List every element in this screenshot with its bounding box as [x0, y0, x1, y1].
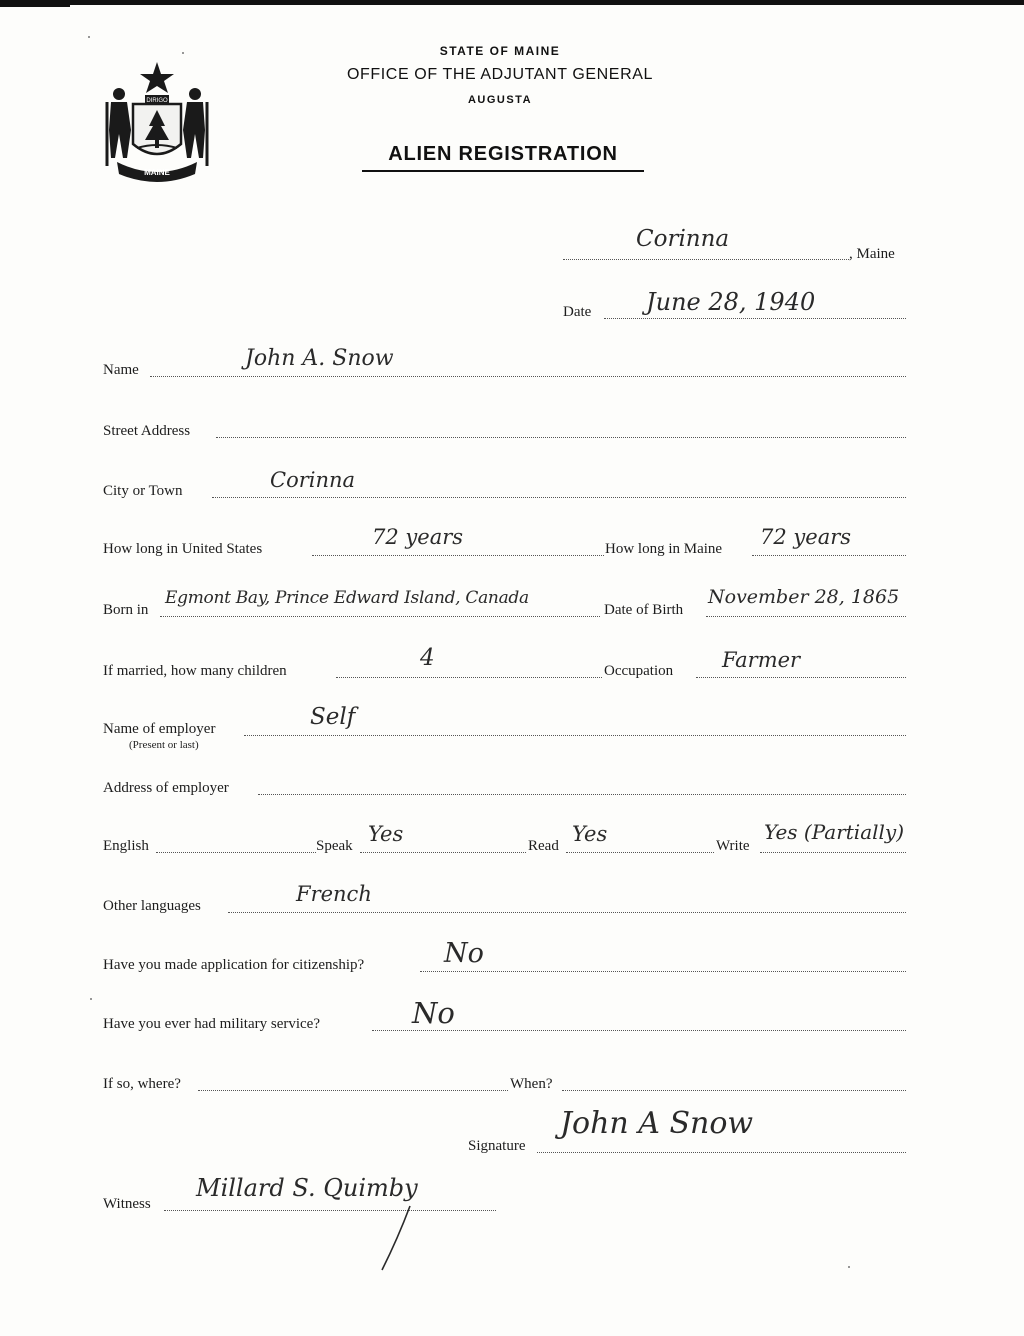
when-line[interactable]	[562, 1090, 906, 1091]
speak-label: Speak	[316, 838, 353, 854]
seal-banner: MAINE	[144, 168, 170, 177]
name-line	[150, 376, 906, 377]
write-value[interactable]: Yes (Partially)	[764, 820, 905, 844]
read-value[interactable]: Yes	[572, 822, 608, 846]
other-languages-label: Other languages	[103, 898, 201, 914]
place-line	[563, 259, 849, 260]
date-label: Date	[563, 304, 592, 320]
dob-line	[706, 616, 906, 617]
name-value[interactable]: John A. Snow	[245, 346, 394, 371]
employer-line	[244, 735, 906, 736]
maine-duration-line	[752, 555, 906, 556]
us-duration-line	[312, 555, 604, 556]
scan-speck	[848, 1266, 850, 1268]
city-heading: AUGUSTA	[467, 94, 533, 106]
office-heading: OFFICE OF THE ADJUTANT GENERAL	[346, 66, 654, 83]
scan-speck	[182, 52, 184, 54]
english-line	[156, 852, 316, 853]
us-duration-value[interactable]: 72 years	[372, 525, 464, 549]
signature-line	[537, 1152, 906, 1153]
state-heading: STATE OF MAINE	[439, 44, 561, 58]
occupation-value[interactable]: Farmer	[722, 648, 801, 672]
read-label: Read	[528, 838, 559, 854]
street-label: Street Address	[103, 423, 191, 439]
where-line[interactable]	[198, 1090, 508, 1091]
date-value[interactable]: June 28, 1940	[646, 288, 816, 316]
military-label: Have you ever had military service?	[103, 1016, 320, 1032]
dob-label: Date of Birth	[604, 602, 684, 618]
speak-line	[360, 852, 526, 853]
scan-speck	[88, 36, 90, 38]
born-in-value[interactable]: Egmont Bay, Prince Edward Island, Canada	[165, 588, 529, 608]
other-languages-value[interactable]: French	[296, 882, 372, 906]
witness-label: Witness	[103, 1196, 151, 1212]
employer-label: Name of employer	[103, 721, 216, 737]
born-in-line	[160, 616, 600, 617]
witness-value[interactable]: Millard S. Quimby	[196, 1174, 418, 1202]
maine-duration-value[interactable]: 72 years	[760, 525, 852, 549]
date-line	[604, 318, 906, 319]
scan-border-tab	[0, 0, 70, 7]
maine-state-seal	[103, 58, 211, 182]
city-label: City or Town	[103, 483, 183, 499]
write-label: Write	[716, 838, 750, 854]
maine-duration-label: How long in Maine	[605, 541, 723, 557]
write-line	[760, 852, 906, 853]
employer-address-line[interactable]	[258, 794, 906, 795]
dob-value[interactable]: November 28, 1865	[708, 586, 900, 608]
scan-speck	[90, 998, 92, 1000]
city-line	[212, 497, 906, 498]
born-in-label: Born in	[103, 602, 149, 618]
us-duration-label: How long in United States	[103, 541, 263, 557]
occupation-line	[696, 677, 906, 678]
signature-value[interactable]: John A Snow	[560, 1106, 754, 1141]
occupation-label: Occupation	[604, 663, 674, 679]
citizenship-label: Have you made application for citizenship?	[103, 957, 365, 973]
place-suffix: , Maine	[849, 246, 895, 262]
city-value[interactable]: Corinna	[270, 468, 356, 492]
where-label: If so, where?	[103, 1076, 181, 1092]
children-line	[336, 677, 602, 678]
english-label: English	[103, 838, 149, 854]
scan-border	[0, 0, 1024, 5]
when-label: When?	[510, 1076, 553, 1092]
employer-sublabel: (Present or last)	[129, 739, 199, 751]
seal-motto: DIRIGO	[146, 98, 168, 104]
children-value[interactable]: 4	[420, 645, 435, 671]
employer-value[interactable]: Self	[310, 704, 356, 730]
form-title: ALIEN REGISTRATION	[388, 143, 618, 165]
signature-label: Signature	[468, 1138, 526, 1154]
employer-address-label: Address of employer	[103, 780, 229, 796]
read-line	[566, 852, 714, 853]
other-languages-line	[228, 912, 906, 913]
military-line	[372, 1030, 906, 1031]
place-value[interactable]: Corinna	[636, 226, 730, 252]
witness-line	[164, 1210, 496, 1211]
military-value[interactable]: No	[412, 996, 455, 1030]
title-underline	[362, 170, 644, 172]
citizenship-value[interactable]: No	[444, 938, 484, 969]
name-label: Name	[103, 362, 139, 378]
witness-signature-stroke	[376, 1204, 416, 1274]
children-label: If married, how many children	[103, 663, 287, 679]
speak-value[interactable]: Yes	[368, 822, 404, 846]
street-line[interactable]	[216, 437, 906, 438]
citizenship-line	[420, 971, 906, 972]
